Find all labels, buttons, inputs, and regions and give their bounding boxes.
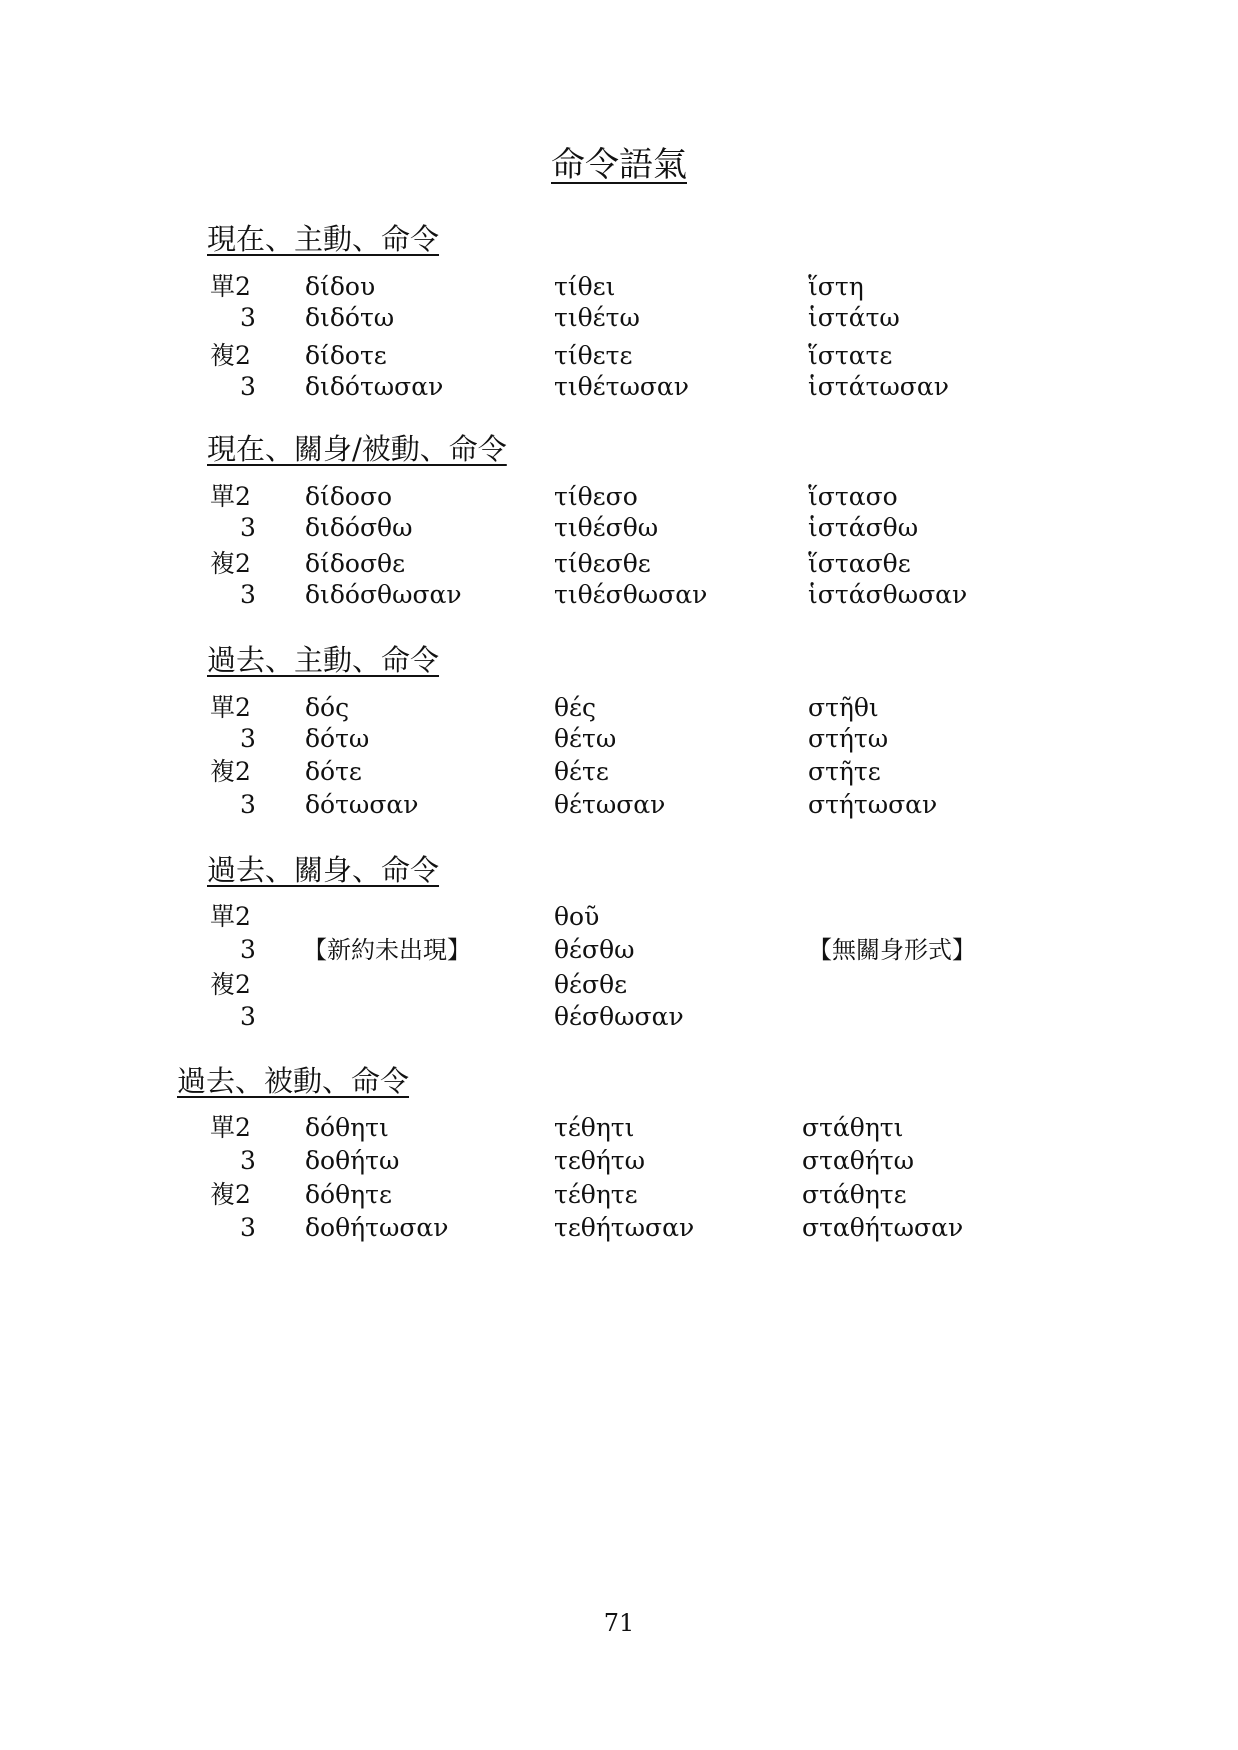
verb-form: θέτε (554, 757, 609, 786)
row-label: 3 (240, 724, 256, 753)
row-label: 3 (240, 1146, 256, 1175)
verb-form: διδόσθωσαν (305, 580, 462, 609)
page-number: 71 (603, 1609, 635, 1637)
page-title (0, 143, 1238, 187)
verb-form: στήτωσαν (808, 790, 938, 819)
row-label: 3 (240, 513, 256, 542)
verb-form: θέσθω (554, 935, 635, 964)
verb-form: δίδοσθε (305, 549, 406, 578)
verb-form: στήτω (808, 724, 889, 753)
row-label: 單2 (210, 272, 251, 301)
row-label: 複2 (210, 341, 251, 370)
verb-form: τεθήτωσαν (554, 1213, 695, 1242)
verb-form: τίθεσο (554, 482, 638, 511)
row-label: 複2 (210, 549, 251, 578)
absence-note: 【無關身形式】 (808, 936, 976, 964)
row-label: 3 (240, 580, 256, 609)
verb-form: τιθέτωσαν (554, 372, 689, 401)
verb-form: δίδοσο (305, 482, 393, 511)
verb-form: θέσθωσαν (554, 1002, 684, 1031)
verb-form: θέτωσαν (554, 790, 666, 819)
verb-form: τιθέσθωσαν (554, 580, 708, 609)
row-label: 3 (240, 303, 256, 332)
section-heading: 過去、關身、命令 (207, 853, 440, 887)
verb-form: δοθήτω (305, 1146, 400, 1175)
verb-form: στάθητι (802, 1113, 904, 1142)
row-label: 3 (240, 1213, 256, 1242)
verb-form: θοῦ (554, 902, 600, 931)
verb-form: σταθήτω (802, 1146, 915, 1175)
verb-form: τίθει (554, 272, 616, 301)
verb-form: ἱστάσθωσαν (808, 580, 968, 609)
verb-form: δίδου (305, 272, 376, 301)
verb-form: δίδοτε (305, 341, 387, 370)
row-label: 單2 (210, 902, 251, 931)
row-label: 複2 (210, 970, 251, 999)
verb-form: δότωσαν (305, 790, 419, 819)
verb-form: δός (305, 693, 350, 722)
verb-form: ἱστάτωσαν (808, 372, 949, 401)
verb-form: δότω (305, 724, 370, 753)
verb-form: ἵστασθε (808, 549, 911, 578)
row-label: 複2 (210, 1180, 251, 1209)
verb-form: δότε (305, 757, 362, 786)
verb-form: θές (554, 693, 597, 722)
row-label: 3 (240, 372, 256, 401)
section-heading: 過去、被動、命令 (177, 1064, 410, 1098)
row-label: 單2 (210, 482, 251, 511)
row-label: 3 (240, 1002, 256, 1031)
page-title-text: 命令語氣 (551, 145, 687, 185)
verb-form: στῆθι (808, 693, 879, 722)
verb-form: διδότω (305, 303, 395, 332)
verb-form: ἵστατε (808, 341, 893, 370)
verb-form: τιθέσθω (554, 513, 659, 542)
verb-form: ἵστη (808, 272, 864, 301)
verb-form: θέσθε (554, 970, 628, 999)
verb-form: διδόσθω (305, 513, 413, 542)
row-label: 複2 (210, 757, 251, 786)
section-heading: 現在、主動、命令 (207, 222, 440, 256)
verb-form: δόθητι (305, 1113, 389, 1142)
verb-form: τίθεσθε (554, 549, 651, 578)
verb-form: τέθητε (554, 1180, 638, 1209)
row-label: 單2 (210, 1113, 251, 1142)
verb-form: θέτω (554, 724, 617, 753)
absence-note: 【新約未出現】 (303, 936, 471, 964)
verb-form: τέθητι (554, 1113, 635, 1142)
row-label: 3 (240, 935, 256, 964)
verb-form: στάθητε (802, 1180, 907, 1209)
verb-form: ἱστάσθω (808, 513, 919, 542)
verb-form: ἱστάτω (808, 303, 900, 332)
verb-form: ἵστασο (808, 482, 898, 511)
section-heading: 現在、關身/被動、命令 (207, 432, 507, 466)
section-heading: 過去、主動、命令 (207, 643, 440, 677)
verb-form: τίθετε (554, 341, 633, 370)
verb-form: σταθήτωσαν (802, 1213, 964, 1242)
verb-form: δοθήτωσαν (305, 1213, 449, 1242)
row-label: 3 (240, 790, 256, 819)
row-label: 單2 (210, 693, 251, 722)
verb-form: διδότωσαν (305, 372, 444, 401)
verb-form: δόθητε (305, 1180, 392, 1209)
verb-form: τεθήτω (554, 1146, 646, 1175)
verb-form: τιθέτω (554, 303, 640, 332)
verb-form: στῆτε (808, 757, 881, 786)
